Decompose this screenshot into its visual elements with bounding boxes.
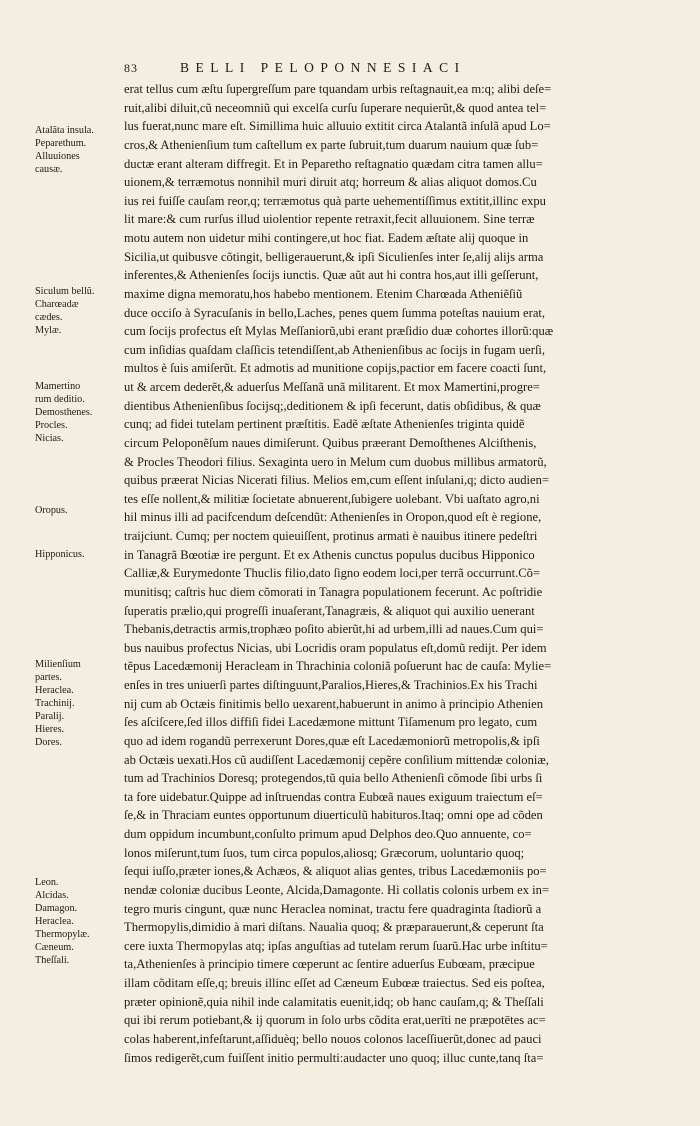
running-title: BELLI PELOPONNESIACI <box>180 60 466 75</box>
text-line: nij cum ab Octæis finitimis bello uexarent,habuerunt in animo à principio Athenien <box>124 696 544 711</box>
text-line: ſes aſciſcere,ſed illos diffiſi fidei Lacedæmone mittunt Tiſamenum pro legato, cum <box>124 715 538 730</box>
text-line: lonos miſerunt,tum ſuos, tum circa populos,aliosq; Græcorum, uoluntario quoq; <box>124 845 525 860</box>
margin-notes <box>0 0 120 1126</box>
text-line: munitisq; caſtris huc diem cõmorati in Tanagra populationem fecerunt. Ac poſtridie <box>124 584 543 599</box>
margin-note-line: Atalãta insula. <box>35 125 94 136</box>
margin-note-line: Peparethum. <box>35 138 87 149</box>
margin-note-line: Mylæ. <box>35 325 62 336</box>
text-line: maxime digna memoratu,hos habebo mentionem. Etenim Charœada Atheniẽſiũ <box>124 286 523 301</box>
margin-note-line: Theſſali. <box>35 955 70 966</box>
text-line: multos è ſuis amiſerũt. Et admotis ad munitione copijs,pactior em facere coacti ſunt, <box>124 361 547 376</box>
margin-note-line: Leon. <box>35 877 59 888</box>
margin-note-line: Demosthenes. <box>35 407 93 418</box>
text-line: cros,& Athenienſium tum caſtellum ex parte ſubruit,tum duarum nauium quæ ſub= <box>124 137 539 152</box>
text-line: ta fore uidebatur.Quippe ad inſtruendas contra Eubœã naues exiguum traiectum eſ= <box>124 789 543 804</box>
text-line: ſimos redigerẽt,cum fuiſſent initio permulti:audacter uno quoq; illuc cunte,tanq ſta= <box>124 1050 544 1065</box>
text-line: quibus præerat Nicias Nicerati filius. Melios em,cum eſſent inſulani,q; dicto audien= <box>124 473 550 488</box>
text-line: ab Octæis uexati.Hos cũ audiſſent Lacedæmonij cepẽre conſilium mittendæ coloniæ, <box>124 752 549 767</box>
margin-note-line: Trachinij. <box>35 698 75 709</box>
text-line: ius rei fuiſſe cauſam reor,q; terræmotus quà parte uehementiſſimus extitit,illinc expu <box>124 193 546 208</box>
text-line: ductæ erant alteram diffregit. Et in Peparetho reſtagnatio quædam citra tamen allu= <box>124 156 543 171</box>
margin-note-line: Cæneum. <box>35 942 74 953</box>
text-line: ruit,alibi diluit,cũ neceomniũ qui excelſa curſu ſuperare nequierũt,& quod antea tel= <box>124 100 547 115</box>
margin-note <box>35 504 125 517</box>
text-line: uionem,& terræmotus nonnihil muri diruit atq; horreum & alias aliquot domos.Cu <box>124 175 537 190</box>
text-line: ſuperatis prælio,qui progreſſi inuaſerant,Tanagræis, & aliquot qui auxilio uenerant <box>124 603 535 618</box>
text-line: dum oppidum incumbunt,conſulto primum apud Delphos deo.Quo annuente, co= <box>124 827 532 841</box>
text-line: Sicilia,ut quibusve cõtingit, belligerauerunt,& ipſi Siculienſes inter ſe,alij alijs arma <box>124 249 544 264</box>
margin-note <box>35 285 125 337</box>
text-line: traijciunt. Cumq; per noctem quieuiſſent, protinus armati è nauibus itinere pedeſtri <box>124 529 538 543</box>
margin-note-line: Alcidas. <box>35 890 69 901</box>
margin-note <box>35 876 125 967</box>
margin-note <box>35 124 125 176</box>
text-line: ut & arcem dederẽt,& aduerſus Meſſanã unã militarent. Et mox Mamertini,progre= <box>124 380 540 394</box>
text-line: nendæ coloniæ ducibus Leonte, Alcida,Damagonte. Hi collatis colonis urbem ex in= <box>124 882 550 897</box>
text-line: cunq; ad fidei tutelam pertinent præſtitis. Eadẽ æſtate Athenienſes triginta quidẽ <box>124 417 525 432</box>
text-line: tegro muris cingunt, quæ nunc Heraclea nominat, tractu fere quadraginta ſtadiorũ a <box>124 901 542 916</box>
text-line: duce occiſo à Syracuſanis in bello,Laches, penes quem ſumma poteſtas nauium erat, <box>124 305 546 320</box>
text-line: præter opinionẽ,quia nihil inde calamitatis euenit,idq; ob hanc cauſam,q; & Theſſali <box>124 994 544 1009</box>
text-line: quo ad idem rogandũ perrexerunt Dores,quæ eſt Lacedæmoniorũ metropolis,& ipſi <box>124 733 540 748</box>
text-line: enſes in tres uniuerſi partes diſtinguunt,Paralios,Hieres,& Trachinios.Ex his Trachi <box>124 678 538 692</box>
margin-note-line: rum deditio. <box>35 394 85 405</box>
margin-note-line: Milienſium <box>35 659 81 670</box>
text-line: bus nauibus profectus Nicias, ubi Locridis oram populatus eſt,domũ redijt. Per idem <box>124 640 547 655</box>
text-line: illam cõditam eſſe,q; breuis illinc eſſet ad Cæneum Eubœæ traiectus. Sed eis poſtea, <box>124 976 545 990</box>
text-line: circum Peloponẽſum naues dimiſerunt. Quibus præerant Demoſthenes Alciſthenis, <box>124 435 537 450</box>
margin-note-line: Nicias. <box>35 433 64 444</box>
text-line: Calliæ,& Eurymedonte Thuclis filio,dato ſigno eodem loci,per terrã occurrunt.Cõ= <box>124 566 541 581</box>
text-line: Thermopylis,dimidio à mari diſtans. Naualia quoq; & præparauerunt,& ceperunt ſta <box>124 920 544 935</box>
margin-note-line: Mamertino <box>35 381 81 392</box>
text-line: dientibus Athenienſibus ſocijsq;,deditionem & ipſi fecerunt, datis obſidibus, & quæ <box>124 398 541 413</box>
margin-note-line: Heraclea. <box>35 685 74 696</box>
margin-note-line: Siculum bellũ. <box>35 286 95 297</box>
margin-note-line: Alluuiones <box>35 151 80 162</box>
page-number: 83 <box>124 61 138 75</box>
text-line: & Procles Theodori filius. Sexaginta uero in Melum cum duobus millibus armatorũ, <box>124 454 547 469</box>
text-line: cum inſidias quaſdam claſſicis tetendiſſent,ab Athenienſibus ac ſocijs in fugam uerſi, <box>124 342 546 357</box>
text-line: ſequi iuſſo,præter iones,& Achæos, & aliquot alias gentes, tribus Lacedæmoniis po= <box>124 864 547 879</box>
text-line: motu autem non uidetur mihi contingere,ut hoc fiat. Eadem æſtate alij quoque in <box>124 231 529 245</box>
text-line: cere iuxta Thermopylas atq; ipſas anguſtias ad tutelam rerum ſuarũ.Hac urbe inſtitu= <box>124 938 548 953</box>
text-line: ſe,& in Thraciam euntes opportunum diuerticulũ habituros.Itaq; omni ope ad cõden <box>124 808 543 823</box>
margin-note-line: Heraclea. <box>35 916 74 927</box>
text-line: Thebanis,detractis armis,trophæo poſito abierũt,hi ad urbem,illi ad naues.Cum qui= <box>124 622 544 637</box>
margin-note-line: Damagon. <box>35 903 78 914</box>
margin-note <box>35 380 125 445</box>
text-line: hil minus illi ad pacifcendum deſcendũt: Athenienſes in Oropon,quod eſt è regione, <box>124 510 542 525</box>
text-line: in Tanagrã Bœotiæ ire pergunt. Et ex Athenis cunctus populus ducibus Hipponico <box>124 547 535 562</box>
text-line: inferentes,& Athenienſes ſocijs iunctis. Quæ aũt aut hi contra hos,aut illi geſſerunt, <box>124 268 539 283</box>
text-line: ta,Athenienſes à principio timere cœperunt ac ſentire aduerſus Eubœam, præcipue <box>124 957 535 972</box>
text-line: erat tellus cum æſtu ſupergreſſum pare tquandam urbis reſtagnauit,ea m:q; alibi deſe= <box>124 82 552 96</box>
text-line: tes eſſe nollent,& militiæ ſocietate abnuerent,ſubigere uolebant. Vbi uaſtato agro,ni <box>124 491 540 506</box>
margin-note-line: Charœadæ <box>35 299 79 310</box>
margin-note-line: Dores. <box>35 737 62 748</box>
text-line: cum ſocijs profectus eſt Mylas Meſſaniorũ,ubi erant præſidio duæ cohortes illorũ:quæ <box>124 324 554 339</box>
text-line: qui ibi rerum potiebant,& ij quorum in ſolo urbs cõdita erat,uerīti ne præpotētes ac= <box>124 1013 546 1028</box>
margin-note-line: cædes. <box>35 312 63 323</box>
margin-note <box>35 658 125 749</box>
margin-note-line: causæ. <box>35 164 63 175</box>
margin-note-line: Hieres. <box>35 724 65 735</box>
text-line: tum ad Trachinios Doresq; protegendos,tũ quia bello Athenienſi cõmode ſibi urbs ſi <box>124 771 543 786</box>
text-line: tẽpus Lacedæmonij Heracleam in Thrachinia coloniã poſuerunt hac de cauſa: Mylie= <box>124 659 552 674</box>
margin-note-line: Procles. <box>35 420 68 431</box>
text-line: lus fuerat,nunc mare eſt. Simillima huic alluuio extitit circa Atalantã inſulã apud Lo= <box>124 119 551 134</box>
body-text <box>124 80 690 1067</box>
text-line: lit mare:& cum rurſus illud uiolentior repente retraxit,fecit alluuionem. Sine terræ <box>124 212 535 227</box>
margin-note <box>35 548 125 561</box>
margin-note-line: Oropus. <box>35 505 68 516</box>
margin-note-line: Hipponicus. <box>35 549 85 560</box>
margin-note-line: Paralij. <box>35 711 65 722</box>
margin-note-line: partes. <box>35 672 62 683</box>
margin-note-line: Thermopylæ. <box>35 929 90 940</box>
text-line: colas haberent,infeſtarunt,aſſiduèq; bello nouos colonos laceſſiuerũt,donec ad pauci <box>124 1031 542 1046</box>
